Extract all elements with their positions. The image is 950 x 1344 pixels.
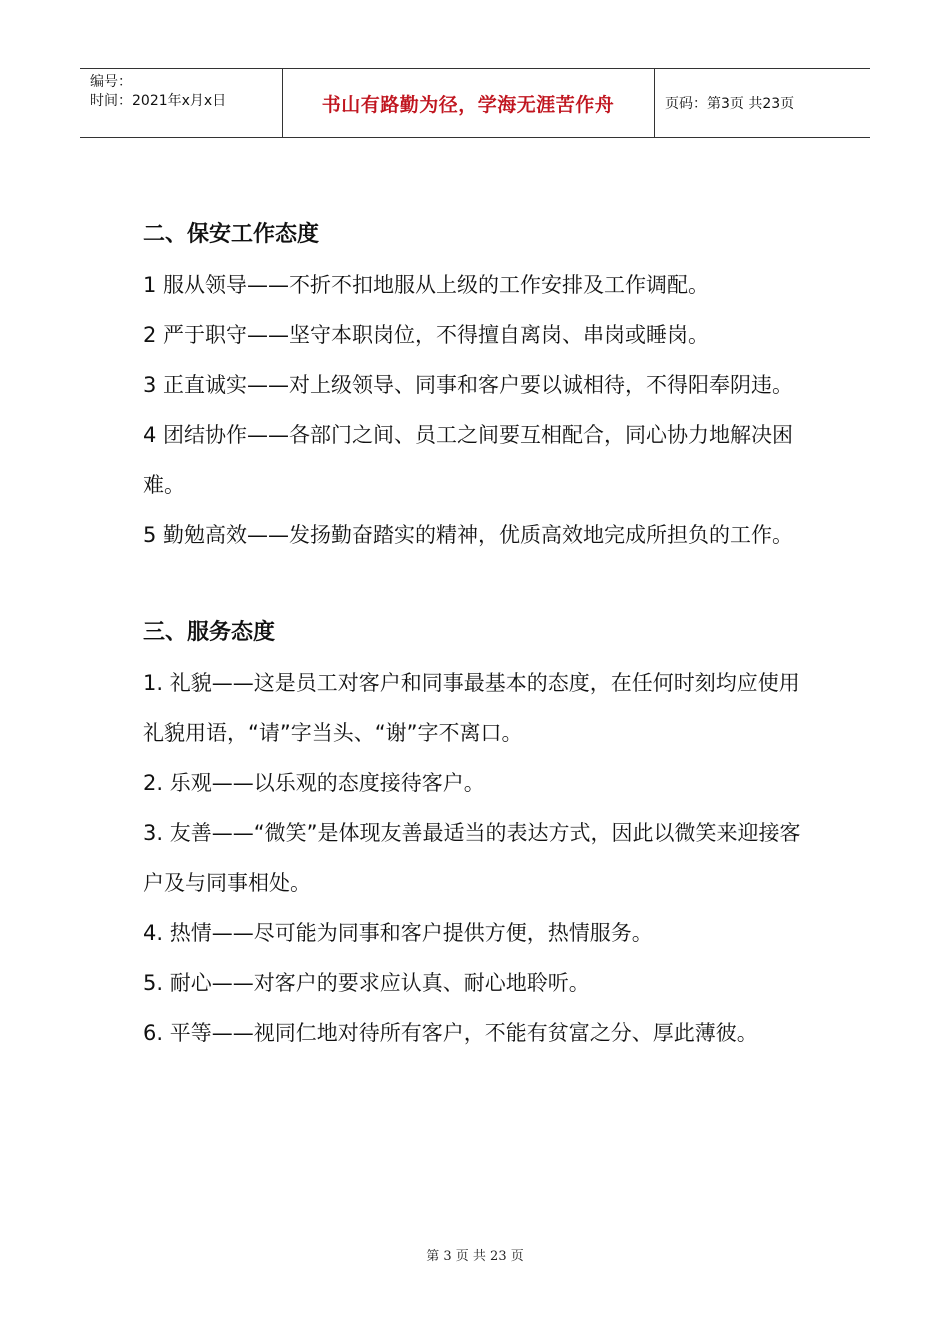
- header-page-cell: [655, 69, 870, 137]
- list-item: 4 团结协作——各部门之间、员工之间要互相配合，同心协力地解决困难。: [143, 423, 794, 497]
- header-meta-cell: [80, 69, 283, 137]
- section-service-attitude: [143, 608, 803, 1058]
- list-item: 1. 礼貌——这是员工对客户和同事最基本的态度，在任何时刻均应使用礼貌用语，“请”字当头、“谢”字不离口。: [143, 671, 800, 745]
- list-item: 4. 热情——尽可能为同事和客户提供方便，热情服务。: [143, 921, 653, 945]
- list-item: 3. 友善——“微笑”是体现友善最适当的表达方式，因此以微笑来迎接客户及与同事相处。: [143, 821, 801, 895]
- list-item: 6. 平等——视同仁地对待所有客户，不能有贫富之分、厚此薄彼。: [143, 1021, 758, 1045]
- list-item: 5. 耐心——对客户的要求应认真、耐心地聆听。: [143, 971, 590, 995]
- page-footer: 第 3 页 共 23 页: [426, 1249, 524, 1264]
- section-heading: 三、服务态度: [143, 620, 276, 645]
- section-spacer: [143, 560, 803, 608]
- header-page-info: 页码：第3页 共23页: [665, 96, 795, 112]
- list-item: 5 勤勉高效——发扬勤奋踏实的精神，优质高效地完成所担负的工作。: [143, 523, 794, 547]
- page-header: [80, 68, 870, 138]
- motto-text: 书山有路勤为径，学海无涯苦作舟: [321, 93, 615, 116]
- list-item: 3 正直诚实——对上级领导、同事和客户要以诚相待，不得阳奉阴违。: [143, 373, 794, 397]
- list-item: 1 服从领导——不折不扣地服从上级的工作安排及工作调配。: [143, 273, 710, 297]
- section-heading: 二、保安工作态度: [143, 222, 320, 247]
- document-number-label: 编号：: [90, 74, 132, 90]
- document-body: [143, 210, 803, 1058]
- section-security-attitude: [143, 210, 803, 560]
- document-time-label: 时间：2021年x月x日: [90, 93, 227, 109]
- list-item: 2 严于职守——坚守本职岗位，不得擅自离岗、串岗或睡岗。: [143, 323, 710, 347]
- header-motto-cell: [282, 69, 655, 137]
- list-item: 2. 乐观——以乐观的态度接待客户。: [143, 771, 485, 795]
